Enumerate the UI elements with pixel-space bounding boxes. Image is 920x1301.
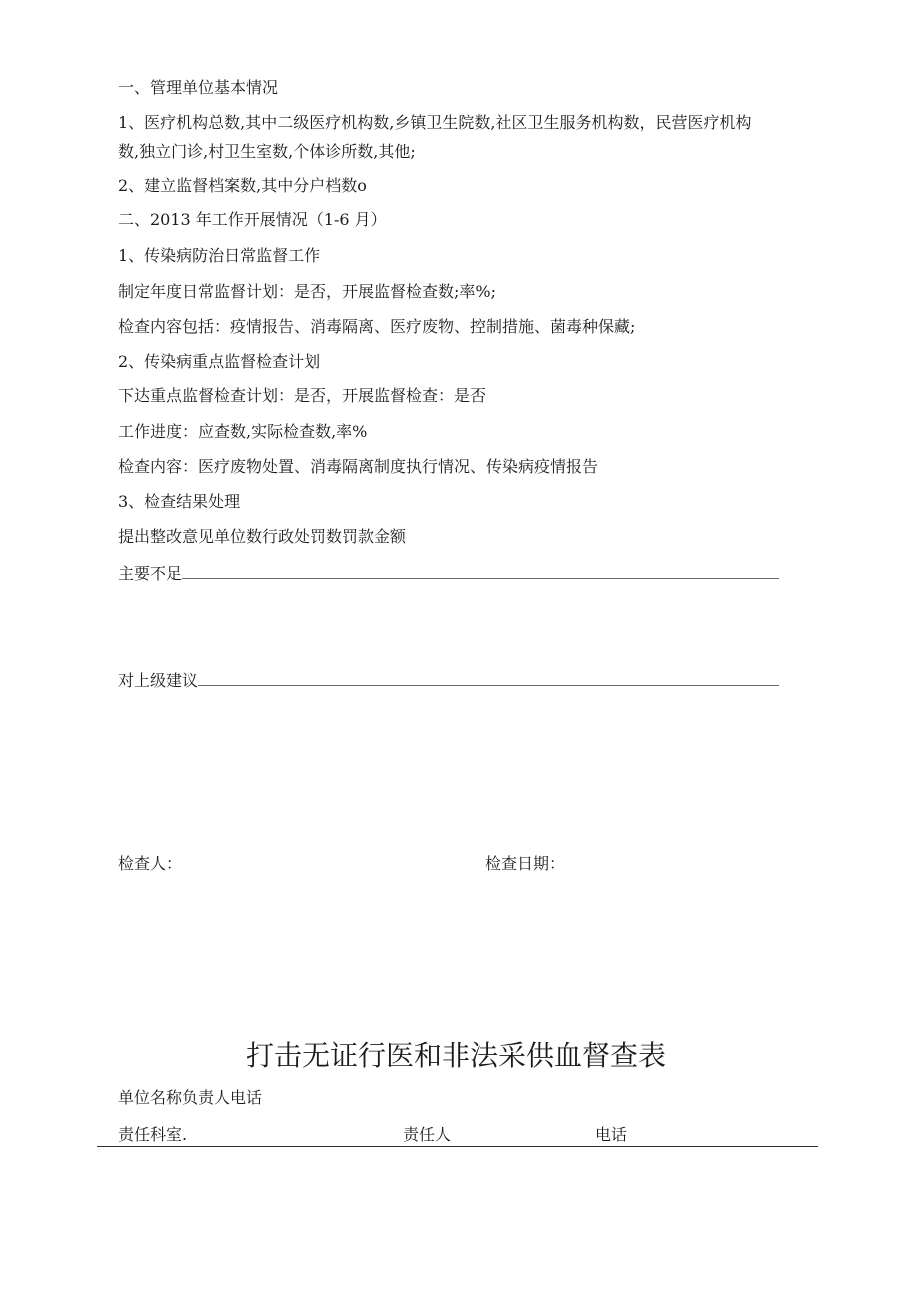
inspection-date-label: 检查日期：	[485, 854, 566, 873]
form2-responsible-label: 责任人	[403, 1125, 452, 1144]
suggestions-label: 对上级建议	[118, 671, 199, 690]
suggestions-blank-line	[198, 669, 779, 686]
inspector-label: 检查人：	[118, 854, 183, 873]
form2-phone-label: 电话	[595, 1125, 628, 1144]
form2-unit-row: 单位名称负责人电话	[118, 1088, 263, 1107]
shortcomings-blank-line	[182, 562, 779, 579]
section2-sub2-heading: 2、传染病重点监督检查计划	[118, 352, 321, 371]
section2-sub2-plan: 下达重点监督检查计划：是否，开展监督检查：是否	[118, 386, 487, 405]
section2-heading: 二、2013 年工作开展情况（1-6 月）	[118, 210, 387, 229]
section2-sub1-heading: 1、传染病防治日常监督工作	[118, 246, 321, 265]
shortcomings-row	[118, 562, 779, 584]
shortcomings-label: 主要不足	[118, 564, 183, 583]
section2-sub2-content: 检查内容：医疗废物处置、消毒隔离制度执行情况、传染病疫情报告	[118, 457, 599, 476]
section1-item1-line2: 数,独立门诊,村卫生室数,个体诊所数,其他;	[118, 142, 416, 161]
section2-sub3-result: 提出整改意见单位数行政处罚数罚款金额	[118, 527, 407, 546]
suggestions-row	[118, 669, 779, 691]
section1-item2: 2、建立监督档案数,其中分户档数o	[118, 176, 367, 195]
section2-sub1-content: 检查内容包括：疫情报告、消毒隔离、医疗废物、控制措施、菌毒种保藏;	[118, 317, 636, 336]
form2-title: 打击无证行医和非法采供血督查表	[245, 1039, 666, 1072]
form2-header-divider	[97, 1146, 818, 1147]
section2-sub2-progress: 工作进度：应查数,实际检查数,率%	[118, 422, 368, 441]
form2-dept-label: 责任科室.	[118, 1125, 188, 1144]
section1-item1-line1: 1、医疗机构总数,其中二级医疗机构数,乡镇卫生院数,社区卫生服务机构数，民营医疗机构	[118, 113, 752, 132]
section1-heading: 一、管理单位基本情况	[118, 78, 279, 97]
section2-sub1-plan: 制定年度日常监督计划：是否，开展监督检查数;率%;	[118, 282, 496, 301]
section2-sub3-heading: 3、检查结果处理	[118, 492, 241, 511]
